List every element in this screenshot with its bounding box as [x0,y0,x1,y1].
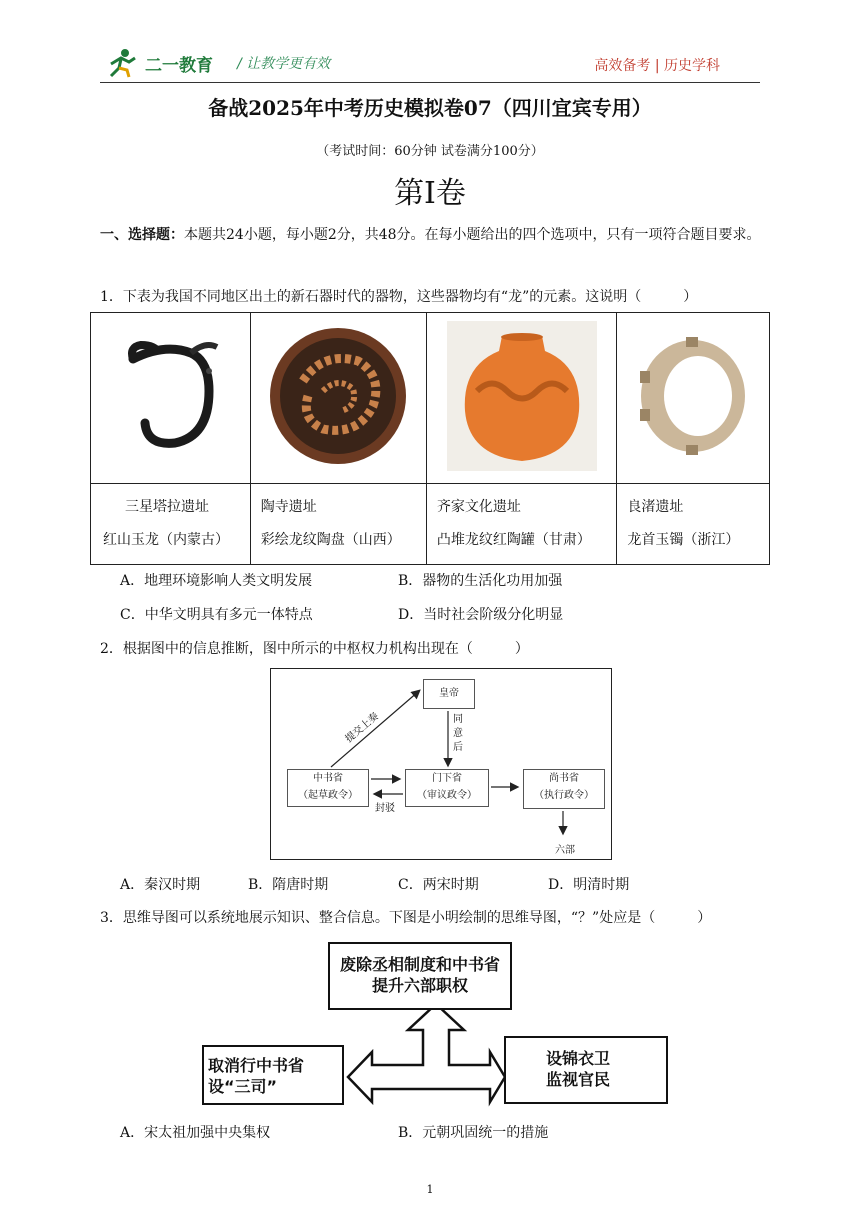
menxia-role: （审议政令） [417,790,477,801]
page-number: 1 [426,1183,434,1196]
artifact-object-2: 彩绘龙纹陶盘（山西） [260,532,401,548]
q1-option-d[interactable]: D．当时社会阶级分化明显 [398,607,564,623]
section-heading: 一、选择题： [100,227,184,243]
shangshu-name: 尚书省 [549,773,579,784]
volume-heading: 第Ⅰ卷 [394,176,466,211]
left-line-2: 设“三司” [208,1077,278,1096]
q2-option-c[interactable]: C．两宋时期 [398,877,479,893]
artifact-object-4: 龙首玉镯（浙江） [627,532,740,548]
q1-option-b[interactable]: B．器物的生活化功用加强 [398,573,563,589]
header-divider [100,82,760,83]
emperor-box: 皇帝 [423,679,475,709]
question-3-stem: 3．思维导图可以系统地展示知识、整合信息。下图是小明绘制的思维导图，“？”处应是（ ） [100,910,712,926]
artifact-image-red-jar [426,313,616,484]
brand-name: 二一教育 [145,55,213,76]
top-line-1: 废除丞相制度和中书省 [339,955,500,974]
artifact-site-3: 齐家文化遗址 [436,499,521,515]
zhongshu-name: 中书省 [313,773,343,784]
exam-info: （考试时间：60分钟 试卷满分100分） [316,144,544,159]
mind-map [200,938,670,1110]
artifact-image-jade-dragon [91,313,251,484]
artifact-object-1: 红山玉龙（内蒙古） [103,532,229,548]
runner-logo-icon [105,48,139,78]
zhongshu-role: （起草政令） [298,790,358,801]
six-ministries-label: 六部 [555,845,575,856]
artifact-caption-4 [617,484,770,565]
page-title: 备战2025年中考历史模拟卷07（四川宜宾专用） [208,96,652,120]
slogan: / 让教学更有效 [237,56,331,72]
artifact-image-pottery-plate [250,313,426,484]
artifact-image-jade-bracelet [617,313,770,484]
q2-option-b[interactable]: B．隋唐时期 [248,877,329,893]
question-1-stem: 1．下表为我国不同地区出土的新石器时代的器物，这些器物均有“龙”的元素。这说明（ ） [100,289,698,305]
zhongshu-box [287,769,369,807]
artifact-site-2: 陶寺遗址 [260,499,317,515]
artifact-table [90,312,770,565]
q2-option-a[interactable]: A．秦汉时期 [120,877,201,893]
artifact-caption-2 [250,484,426,565]
painted-plate-icon [263,321,413,471]
question-2-stem: 2．根据图中的信息推断，图中所示的中枢权力机构出现在（ ） [100,641,529,657]
q2-option-d[interactable]: D．明清时期 [548,877,630,893]
jade-bracelet-icon [628,331,758,461]
right-line-2: 监视官民 [546,1070,611,1089]
artifact-site-4: 良渚遗址 [627,499,684,515]
submit-label: 提交上奏 [343,710,382,746]
top-line-2: 提升六部职权 [371,976,468,995]
q1-option-c[interactable]: C．中华文明具有多元一体特点 [120,607,313,623]
jade-dragon-icon [105,331,235,461]
mind-map-top-box [328,942,512,1010]
q3-option-b[interactable]: B．元朝巩固统一的措施 [398,1125,549,1141]
mind-map-left-box [202,1045,344,1105]
artifact-site-1: 三星塔拉遗址 [125,499,209,515]
menxia-box [405,769,489,807]
q3-option-a[interactable]: A．宋太祖加强中央集权 [120,1125,271,1141]
section-instructions [100,218,770,252]
shangshu-role: （执行政令） [534,790,594,801]
mind-map-right-box [504,1036,668,1104]
menxia-name: 门下省 [432,773,462,784]
artifact-object-3: 凸堆龙纹红陶罐（甘肃） [436,532,591,548]
header-logo [105,48,330,78]
central-power-diagram [270,668,612,860]
right-line-1: 设锦衣卫 [546,1049,611,1068]
shangshu-box [523,769,605,809]
section-text: 本题共24小题，每小题2分，共48分。在每小题给出的四个选项中，只有一项符合题目要求。 [184,227,761,243]
red-jar-icon [447,321,597,471]
veto-label: 封驳 [375,803,395,814]
artifact-caption-3 [426,484,616,565]
agree-label: 同意后 [453,714,463,753]
header-subject: 高效备考 | 历史学科 [594,58,720,74]
left-line-1: 取消行中书省 [208,1056,305,1075]
artifact-caption-1 [91,484,251,565]
q1-option-a[interactable]: A．地理环境影响人类文明发展 [120,573,313,589]
